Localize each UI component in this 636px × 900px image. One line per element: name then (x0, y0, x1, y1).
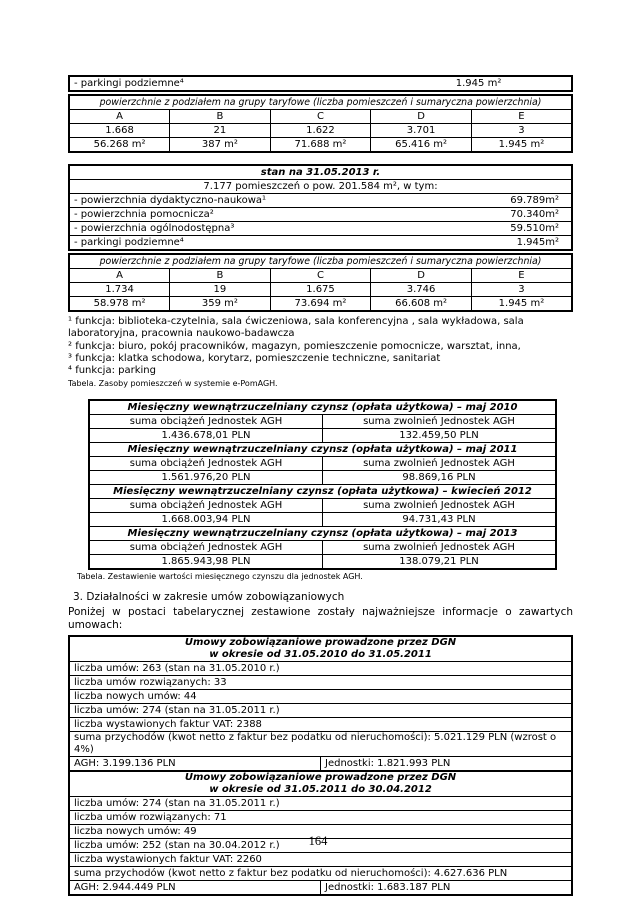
tariff-groups-table-2 (68, 253, 573, 312)
table-row (89, 527, 556, 541)
tariff-count-cell: 1.622 (270, 124, 371, 138)
footnote-3: ³ funkcja: klatka schodowa, korytarz, pomieszczenie techniczne, sanitariat (68, 352, 441, 364)
footnotes-block (68, 316, 573, 377)
area-value: 70.340m² (510, 208, 559, 220)
table-row (89, 555, 556, 570)
tariff-col-header: E (471, 110, 572, 124)
rent-value-charges: 1.668.003,94 PLN (89, 513, 323, 527)
tariff-area-cell: 66.608 m² (371, 297, 472, 312)
table-row (69, 636, 572, 662)
section-heading: 3. Działalności w zakresie umów zobowiązaniowych (73, 591, 345, 604)
contracts-title-line2: w okresie od 31.05.2010 do 31.05.2011 (209, 649, 432, 661)
contracts-title-line1: Umowy zobowiązaniowe prowadzone przez DGN (184, 637, 457, 649)
contracts-row: liczba wystawionych faktur VAT: 2260 (69, 853, 572, 867)
table-row (69, 95, 572, 110)
footnote-4: ⁴ funkcja: parking (68, 365, 156, 377)
table-row (89, 499, 556, 513)
contracts-row-revenue: suma przychodów (kwot netto z faktur bez podatku od nieruchomości): 5.021.129 PLN (wzrost o 4%) (69, 732, 572, 757)
contracts-footer-agh: AGH: 3.199.136 PLN (69, 757, 321, 772)
monthly-rent-table (88, 399, 557, 570)
table-row (69, 236, 572, 251)
table-row (69, 676, 572, 690)
footnote-2: ² funkcja: biuro, pokój pracowników, magazyn, pomieszczenie pomocnicze, warsztat, inna, (68, 340, 521, 352)
contracts-row: liczba umów: 274 (stan na 31.05.2011 r.) (69, 797, 572, 811)
contracts-title-line1: Umowy zobowiązaniowe prowadzone przez DGN (184, 772, 457, 784)
tariff-col-header: D (371, 110, 472, 124)
intro-paragraph: Poniżej w postaci tabelarycznej zestawione zostały najważniejsze informacje o zawartych umowach: (68, 606, 573, 632)
table-row (69, 797, 572, 811)
rent-col-header-exemptions: suma zwolnień Jednostek AGH (323, 415, 557, 429)
contracts-footer-units: Jednostki: 1.821.993 PLN (321, 757, 573, 772)
tariff-area-cell: 387 m² (170, 138, 271, 153)
tariff-count-cell: 3.701 (371, 124, 472, 138)
parking-label: - parkingi podziemne⁴ (74, 77, 184, 89)
rent-col-header-exemptions: suma zwolnień Jednostek AGH (323, 541, 557, 555)
rent-col-header-charges: suma obciążeń Jednostek AGH (89, 415, 323, 429)
contracts-row: liczba umów: 252 (stan na 30.04.2012 r.) (69, 839, 572, 853)
tariff-col-header: A (69, 110, 170, 124)
contracts-row-revenue: suma przychodów (kwot netto z faktur bez podatku od nieruchomości): 4.627.636 PLN (69, 867, 572, 881)
tariff-count-cell: 3 (471, 124, 572, 138)
rent-value-exemptions: 94.731,43 PLN (323, 513, 557, 527)
table-row (89, 471, 556, 485)
area-type-label: - parkingi podziemne⁴ (74, 236, 184, 248)
table-row (69, 76, 572, 91)
contracts-row: liczba umów: 263 (stan na 31.05.2010 r.) (69, 662, 572, 676)
parking-area-value: 1.945 m² (455, 78, 502, 89)
table-row (69, 165, 572, 180)
tariff-groups-table-1 (68, 94, 573, 153)
area-value: 69.789m² (510, 194, 559, 206)
tariff-count-cell: 1.675 (270, 283, 371, 297)
table-row (69, 194, 572, 208)
table-row (69, 704, 572, 718)
tariff-area-cell: 359 m² (170, 297, 271, 312)
table-row (69, 208, 572, 222)
footnote-1: ¹ funkcja: biblioteka-czytelnia, sala ćwiczeniowa, sala konferencyjna , sala wykładowa, sala laboratoryjna, pracownia naukowo-badawcza (68, 316, 524, 340)
table-row (89, 429, 556, 443)
rent-col-header-exemptions: suma zwolnień Jednostek AGH (323, 499, 557, 513)
table-row (69, 732, 572, 757)
contracts-row: liczba umów rozwiązanych: 33 (69, 676, 572, 690)
tariff-col-header: C (270, 110, 371, 124)
tariff-col-header: E (471, 269, 572, 283)
contracts-row: liczba umów rozwiązanych: 71 (69, 811, 572, 825)
tariff-count-cell: 21 (170, 124, 271, 138)
rent-value-charges: 1.561.976,20 PLN (89, 471, 323, 485)
table-underground-parking-fragment (68, 75, 573, 92)
rent-block-title: Miesięczny wewnątrzuczelniany czynsz (opłata użytkowa) – maj 2010 (89, 400, 556, 415)
table-row (69, 222, 572, 236)
contracts-row: liczba nowych umów: 44 (69, 690, 572, 704)
table-row (89, 400, 556, 415)
tariff-col-header: C (270, 269, 371, 283)
table-row (69, 662, 572, 676)
table-row (89, 415, 556, 429)
rent-value-exemptions: 98.869,16 PLN (323, 471, 557, 485)
rent-block-title: Miesięczny wewnątrzuczelniany czynsz (opłata użytkowa) – kwiecień 2012 (89, 485, 556, 499)
table-row (89, 443, 556, 457)
contracts-row: liczba umów: 274 (stan na 31.05.2011 r.) (69, 704, 572, 718)
table-row (69, 254, 572, 269)
table-row (69, 269, 572, 283)
tariff-count-cell: 19 (170, 283, 271, 297)
tariff-count-cell: 3.746 (371, 283, 472, 297)
stan-2013-table (68, 164, 573, 251)
contracts-row: liczba wystawionych faktur VAT: 2388 (69, 718, 572, 732)
tariff-col-header: D (371, 269, 472, 283)
table-row (89, 541, 556, 555)
tariff-count-cell: 3 (471, 283, 572, 297)
table-row (69, 110, 572, 124)
table-row (69, 718, 572, 732)
area-type-label: - powierzchnia dydaktyczno-naukowa¹ (74, 194, 267, 206)
stan-table-subtitle: 7.177 pomieszczeń o pow. 201.584 m², w tym: (69, 180, 572, 194)
area-type-label: - powierzchnia pomocnicza² (74, 208, 214, 220)
tariff-col-header: B (170, 110, 271, 124)
rent-value-charges: 1.436.678,01 PLN (89, 429, 323, 443)
rent-block-title: Miesięczny wewnątrzuczelniany czynsz (opłata użytkowa) – maj 2011 (89, 443, 556, 457)
tariff-table-caption: powierzchnie z podziałem na grupy taryfowe (liczba pomieszczeń i sumaryczna powierzchnia) (69, 254, 572, 269)
page-number: 164 (308, 834, 328, 848)
area-value: 1.945m² (516, 236, 559, 248)
tariff-area-cell: 56.268 m² (69, 138, 170, 153)
rent-block-title: Miesięczny wewnątrzuczelniany czynsz (opłata użytkowa) – maj 2013 (89, 527, 556, 541)
tariff-count-cell: 1.668 (69, 124, 170, 138)
tariff-area-cell: 71.688 m² (270, 138, 371, 153)
rent-value-charges: 1.865.943,98 PLN (89, 555, 323, 570)
tariff-area-cell: 73.694 m² (270, 297, 371, 312)
table-row (69, 297, 572, 312)
tariff-table-caption: powierzchnie z podziałem na grupy taryfowe (liczba pomieszczeń i sumaryczna powierzchnia) (69, 95, 572, 110)
tariff-count-cell: 1.734 (69, 283, 170, 297)
page-content (68, 75, 573, 896)
table-row (69, 138, 572, 153)
table-row (69, 771, 572, 797)
tariff-area-cell: 58.978 m² (69, 297, 170, 312)
area-type-label: - powierzchnia ogólnodostępna³ (74, 222, 235, 234)
table-row (69, 283, 572, 297)
table-row (89, 457, 556, 471)
contracts-title-line2: w okresie od 31.05.2011 do 30.04.2012 (209, 784, 432, 796)
rent-value-exemptions: 138.079,21 PLN (323, 555, 557, 570)
table-row (69, 180, 572, 194)
table-row (89, 485, 556, 499)
contracts-footer-units: Jednostki: 1.683.187 PLN (321, 881, 573, 896)
table-caption-zasoby: Tabela. Zasoby pomieszczeń w systemie e-PomAGH. (68, 379, 278, 389)
table-row (69, 811, 572, 825)
area-value: 59.510m² (510, 222, 559, 234)
table-row (69, 690, 572, 704)
contracts-table-1 (68, 635, 573, 772)
rent-col-header-exemptions: suma zwolnień Jednostek AGH (323, 457, 557, 471)
table-row (69, 867, 572, 881)
table-row (69, 853, 572, 867)
contracts-footer-agh: AGH: 2.944.449 PLN (69, 881, 321, 896)
contracts-row: liczba nowych umów: 49 (69, 825, 572, 839)
tariff-area-cell: 1.945 m² (471, 297, 572, 312)
table-row (69, 124, 572, 138)
table-caption-czynsz: Tabela. Zestawienie wartości miesięcznego czynszu dla jednostek AGH. (77, 572, 363, 582)
table-row (89, 513, 556, 527)
rent-value-exemptions: 132.459,50 PLN (323, 429, 557, 443)
tariff-area-cell: 1.945 m² (471, 138, 572, 153)
table-row (69, 881, 572, 896)
rent-col-header-charges: suma obciążeń Jednostek AGH (89, 541, 323, 555)
tariff-col-header: A (69, 269, 170, 283)
rent-col-header-charges: suma obciążeń Jednostek AGH (89, 457, 323, 471)
stan-table-title: stan na 31.05.2013 r. (69, 165, 572, 180)
rent-col-header-charges: suma obciążeń Jednostek AGH (89, 499, 323, 513)
tariff-area-cell: 65.416 m² (371, 138, 472, 153)
tariff-col-header: B (170, 269, 271, 283)
table-row (69, 757, 572, 772)
